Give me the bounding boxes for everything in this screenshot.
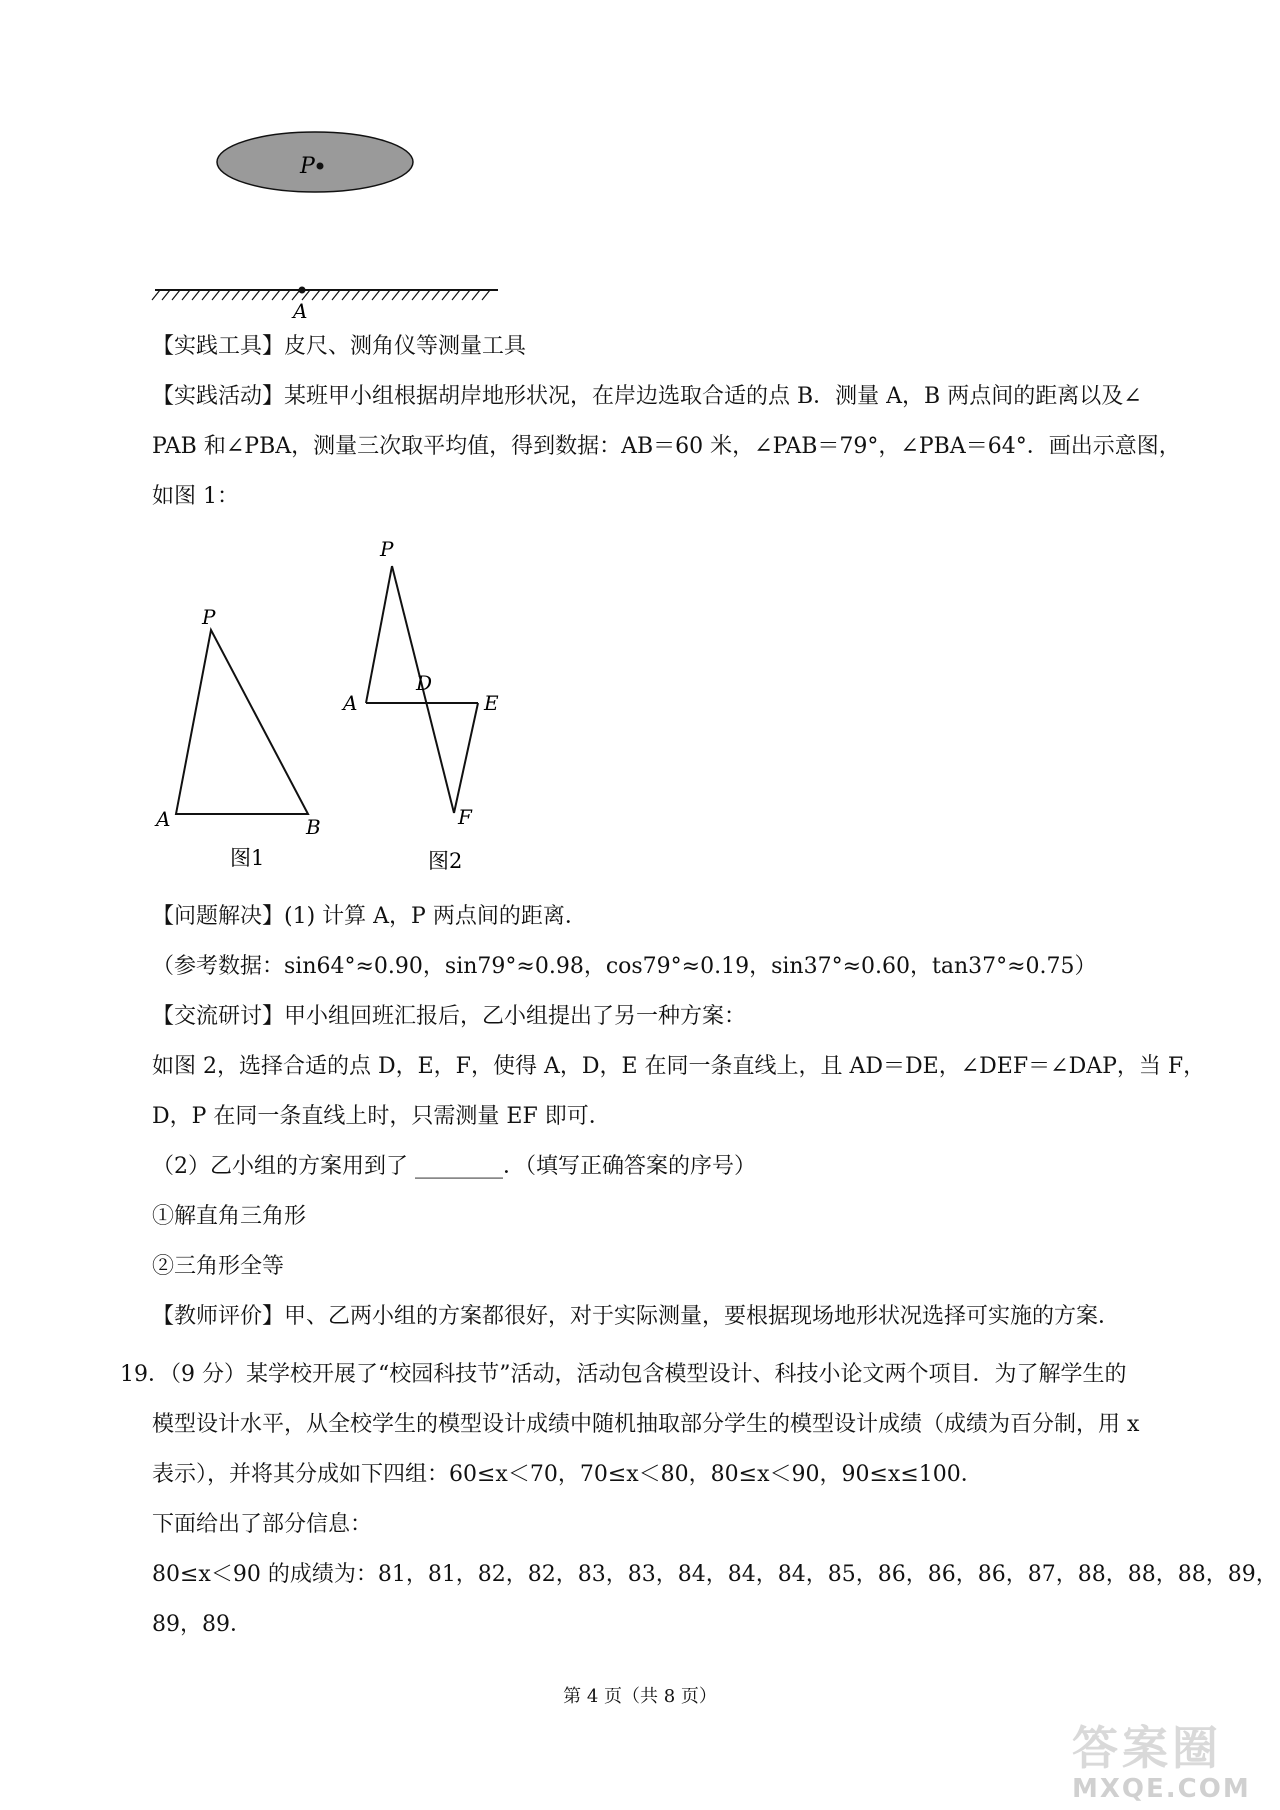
shore-point-a-label: A xyxy=(293,299,308,323)
hatch-stroke xyxy=(442,290,450,300)
fig2-f-label: F xyxy=(458,805,472,829)
hatch-stroke xyxy=(342,290,350,300)
plan-line-1: 如图 2，选择合适的点 D，E，F，使得 A，D，E 在同一条直线上，且 AD＝DE，∠DEF＝∠DAP，当 F， xyxy=(152,1054,1206,1079)
hatch-stroke xyxy=(392,290,400,300)
hatch-stroke xyxy=(282,290,290,300)
shoreline-hatching xyxy=(152,290,490,300)
fig2-line-pa xyxy=(366,566,392,703)
hatch-stroke xyxy=(362,290,370,300)
hatch-stroke xyxy=(192,290,200,300)
hatch-stroke xyxy=(152,290,160,300)
watermark-logo xyxy=(1072,1712,1262,1802)
triangle-figures xyxy=(140,530,540,890)
question-19-line-1: 19．（9 分）某学校开展了“校园科技节”活动，活动包含模型设计、科技小论文两个项目．为了解学生的 xyxy=(120,1362,1127,1387)
hatch-stroke xyxy=(352,290,360,300)
hatch-stroke xyxy=(222,290,230,300)
lake-point-p-label: P xyxy=(300,154,315,179)
problem-line-1: 【问题解决】(1) 计算 A，P 两点间的距离． xyxy=(152,904,587,929)
fig2-e-label: E xyxy=(484,691,499,715)
hatch-stroke xyxy=(372,290,380,300)
hatch-stroke xyxy=(242,290,250,300)
activity-line-3: 如图 1： xyxy=(152,484,239,509)
activity-line-2: PAB 和∠PBA，测量三次取平均值，得到数据：AB＝60 米，∠PAB＝79°，∠PBA＝64°．画出示意图， xyxy=(152,434,1181,459)
fig2-line-ef xyxy=(454,703,478,813)
hatch-stroke xyxy=(482,290,490,300)
watermark-top: 答案圈 xyxy=(1072,1721,1222,1775)
hatch-stroke xyxy=(182,290,190,300)
hatch-stroke xyxy=(422,290,430,300)
shore-point-a xyxy=(299,287,306,294)
exchange-line: 【交流研讨】甲小组回班汇报后，乙小组提出了另一种方案： xyxy=(152,1004,747,1029)
hatch-stroke xyxy=(272,290,280,300)
hatch-stroke xyxy=(432,290,440,300)
hatch-stroke xyxy=(322,290,330,300)
hatch-stroke xyxy=(202,290,210,300)
hatch-stroke xyxy=(172,290,180,300)
fig1-p-label: P xyxy=(202,605,216,629)
hatch-stroke xyxy=(162,290,170,300)
watermark-bottom: MXQE.COM xyxy=(1072,1774,1251,1804)
teacher-evaluation-line: 【教师评价】甲、乙两小组的方案都很好，对于实际测量，要根据现场地形状况选择可实施的方案． xyxy=(152,1304,1121,1329)
option-1-line: ①解直角三角形 xyxy=(152,1204,307,1229)
fig1-a-label: A xyxy=(156,807,171,831)
hatch-stroke xyxy=(212,290,220,300)
hatch-stroke xyxy=(452,290,460,300)
hatch-stroke xyxy=(262,290,270,300)
hatch-stroke xyxy=(252,290,260,300)
question-19-line-4: 下面给出了部分信息： xyxy=(152,1512,373,1537)
hatch-stroke xyxy=(312,290,320,300)
option-2-line: ②三角形全等 xyxy=(152,1254,285,1279)
question-19-line-3: 表示），并将其分成如下四组：60≤x＜70，70≤x＜80，80≤x＜90，90≤x≤100． xyxy=(152,1462,983,1487)
fig2-caption: 图2 xyxy=(428,849,463,873)
fig1-b-label: B xyxy=(306,815,321,839)
lake-figure xyxy=(130,120,510,330)
question-19-line-5: 80≤x＜90 的成绩为：81，81，82，82，83，83，84，84，84，85，86，86，86，87，88，88，88，89， xyxy=(152,1562,1278,1587)
hatch-stroke xyxy=(382,290,390,300)
hatch-stroke xyxy=(332,290,340,300)
lake-shape xyxy=(217,132,413,192)
question-19-line-2: 模型设计水平，从全校学生的模型设计成绩中随机抽取部分学生的模型设计成绩（成绩为百分制，用 x xyxy=(152,1412,1140,1437)
activity-line-1: 【实践活动】某班甲小组根据胡岸地形状况，在岸边选取合适的点 B．测量 A，B 两点间的距离以及∠ xyxy=(152,384,1142,409)
fig2-d-label: D xyxy=(416,671,433,695)
fig2-p-label: P xyxy=(380,537,394,561)
reference-data-line: （参考数据：sin64°≈0.90，sin79°≈0.98，cos79°≈0.19，sin37°≈0.60，tan37°≈0.75） xyxy=(152,954,1097,979)
tools-line: 【实践工具】皮尺、测角仪等测量工具 xyxy=(152,334,527,359)
hatch-stroke xyxy=(472,290,480,300)
page-footer: 第 4 页（共 8 页） xyxy=(563,1686,717,1707)
triangle-pab xyxy=(176,630,308,814)
question-19-line-6: 89，89． xyxy=(152,1612,252,1637)
fig2-a-label: A xyxy=(343,691,358,715)
fig1-caption: 图1 xyxy=(230,846,265,870)
lake-point-p xyxy=(317,163,324,170)
hatch-stroke xyxy=(462,290,470,300)
plan-line-2: D，P 在同一条直线上时，只需测量 EF 即可． xyxy=(152,1104,611,1129)
hatch-stroke xyxy=(232,290,240,300)
question-2-line: （2）乙小组的方案用到了 ________．（填写正确答案的序号） xyxy=(152,1154,756,1179)
hatch-stroke xyxy=(412,290,420,300)
hatch-stroke xyxy=(402,290,410,300)
